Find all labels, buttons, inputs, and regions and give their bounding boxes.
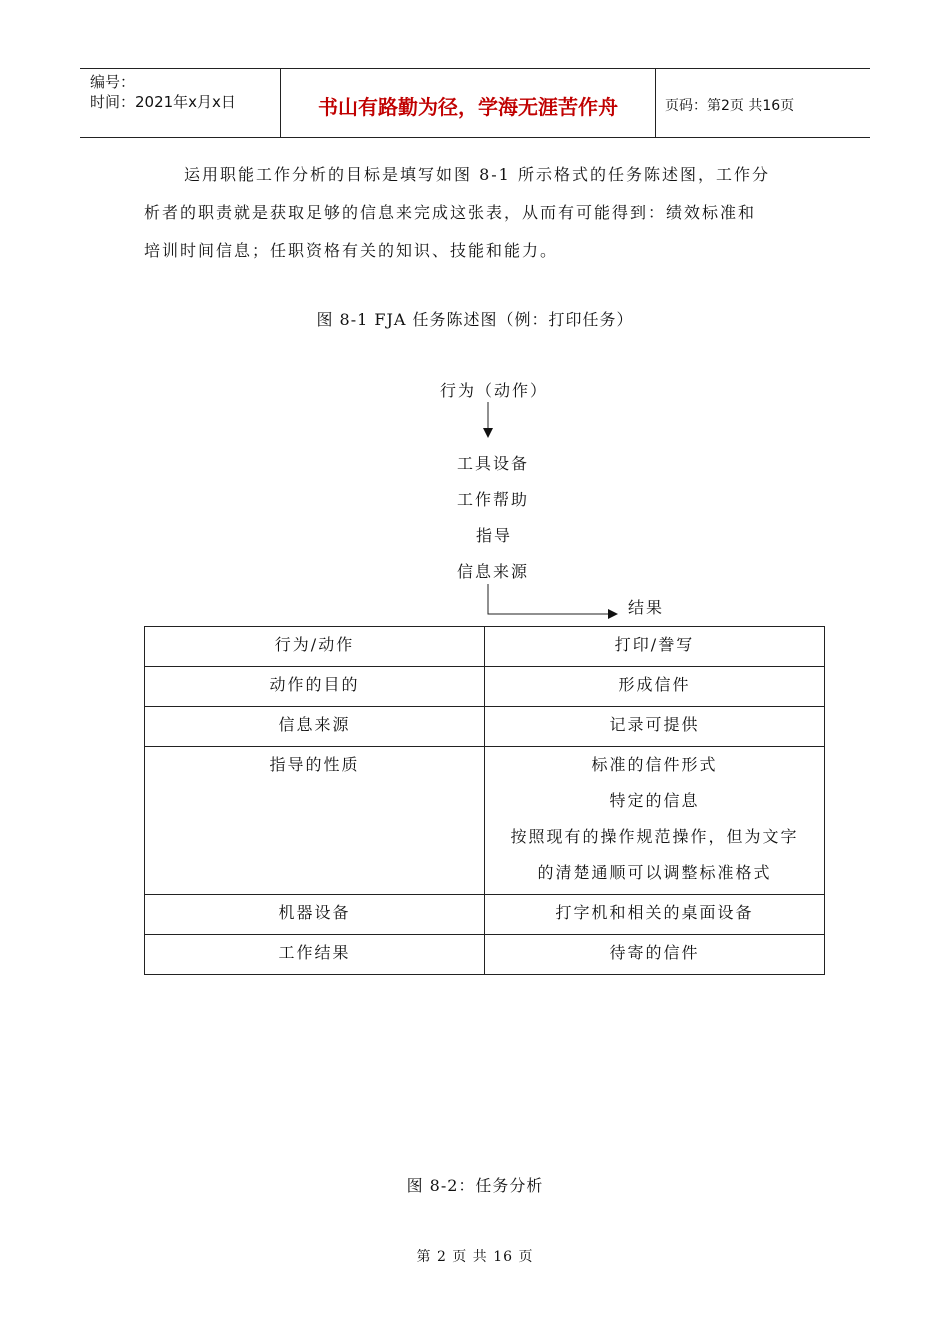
- flow-action-label: 行为（动作）: [440, 381, 549, 400]
- result-arrow-line: [488, 584, 608, 614]
- table-cell-line: 标准的信件形式: [591, 755, 718, 774]
- document-number-label: 编号：: [90, 73, 136, 91]
- table-row: [145, 707, 825, 747]
- table-cell-value: [485, 627, 825, 667]
- table-cell-label: 指导的性质: [145, 747, 485, 895]
- flow-item-info-source: 信息来源: [457, 562, 530, 581]
- figure-1-caption: 图 8-1 FJA 任务陈述图（例：打印任务）: [316, 310, 634, 329]
- table-cell-line: 形成信件: [618, 675, 691, 694]
- header-motto-cell: [280, 69, 656, 137]
- flow-item-guidance: 指导: [476, 526, 513, 545]
- intro-paragraph: [144, 156, 809, 270]
- flow-item-tools: 工具设备: [457, 454, 530, 473]
- table-cell-line: 打印/誊写: [614, 635, 695, 654]
- table-cell-value: [485, 707, 825, 747]
- document-time-label: 时间：2021年x月x日: [90, 93, 236, 111]
- table-cell-line: 待寄的信件: [609, 943, 700, 962]
- table-cell-line: 特定的信息: [609, 791, 700, 810]
- table-cell-label: 工作结果: [145, 935, 485, 975]
- paragraph-line: 析者的职责就是获取足够的信息来完成这张表，从而有可能得到：绩效标准和: [144, 203, 757, 222]
- table-row: [145, 895, 825, 935]
- table-row: [145, 627, 825, 667]
- table-cell-label: 机器设备: [145, 895, 485, 935]
- table-cell-value: [485, 747, 825, 895]
- table-cell-line: 的清楚通顺可以调整标准格式: [537, 863, 772, 882]
- table-row: [145, 935, 825, 975]
- figure-2-caption: 图 8-2：任务分析: [406, 1176, 544, 1195]
- paragraph-line: 培训时间信息；任职资格有关的知识、技能和能力。: [144, 241, 559, 260]
- header-page-info: 页码：第2页 共16页: [665, 98, 795, 114]
- header-page-cell: [655, 69, 870, 137]
- table-cell-label: 行为/动作: [145, 627, 485, 667]
- paragraph-line: 运用职能工作分析的目标是填写如图 8-1 所示格式的任务陈述图，工作分: [184, 165, 770, 184]
- table-row: [145, 747, 825, 895]
- table-cell-value: [485, 935, 825, 975]
- table-cell-line: 打字机和相关的桌面设备: [555, 903, 754, 922]
- page-footer: 第 2 页 共 16 页: [416, 1249, 534, 1265]
- task-statement-table: [144, 626, 825, 975]
- header-motto: 书山有路勤为径，学海无涯苦作舟: [318, 95, 618, 119]
- table-cell-line: 记录可提供: [609, 715, 700, 734]
- table-row: [145, 667, 825, 707]
- down-arrow-head: [483, 428, 493, 438]
- table-cell-line: 按照现有的操作规范操作，但为文字: [510, 827, 799, 846]
- table-cell-label: 动作的目的: [145, 667, 485, 707]
- flow-item-job-aids: 工作帮助: [457, 490, 530, 509]
- result-arrow-head: [608, 609, 618, 619]
- page-header: [80, 68, 870, 138]
- flow-result-label: 结果: [628, 598, 665, 617]
- table-cell-value: [485, 895, 825, 935]
- table-cell-label: 信息来源: [145, 707, 485, 747]
- table-cell-value: [485, 667, 825, 707]
- header-meta-cell: [80, 69, 280, 137]
